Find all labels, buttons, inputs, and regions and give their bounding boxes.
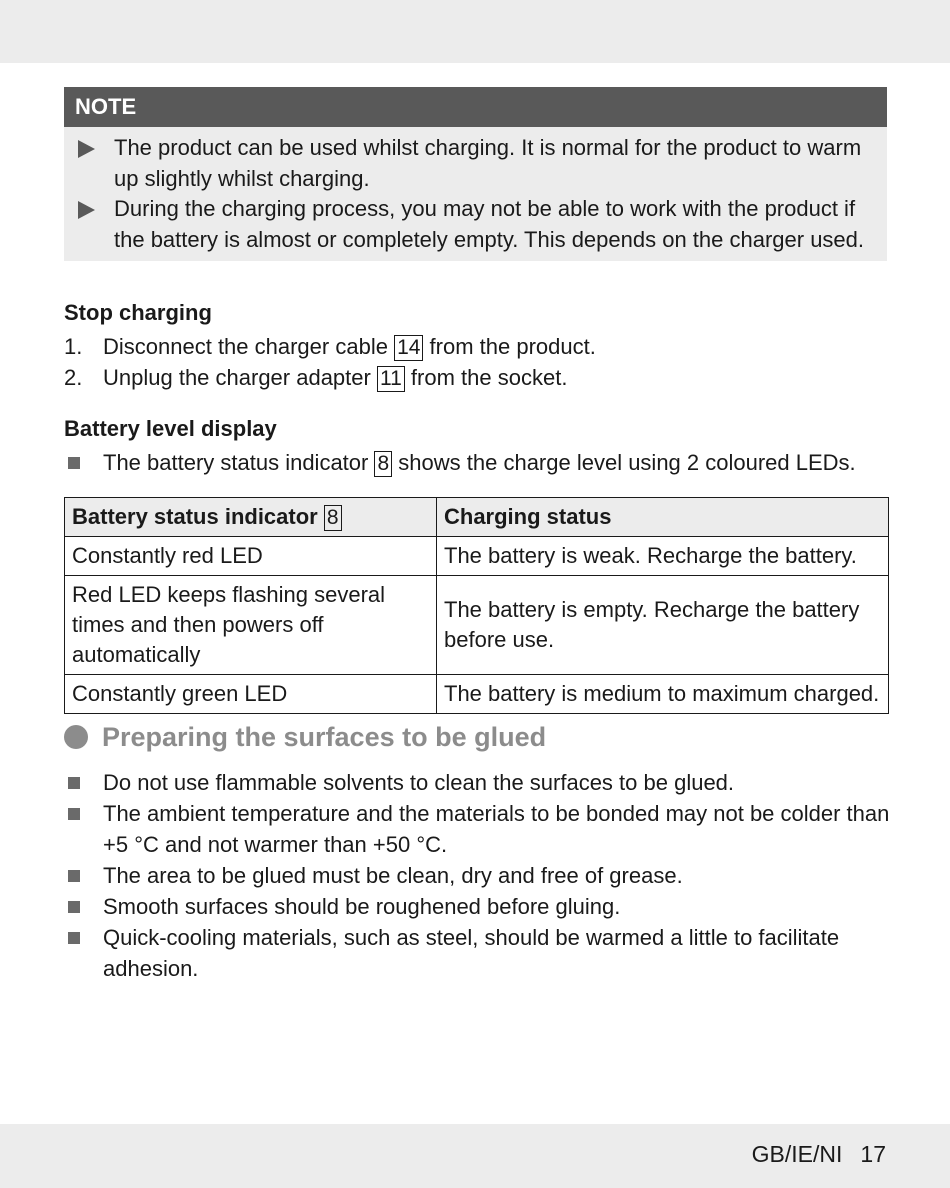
note-box [64,87,887,261]
battery-level-heading: Battery level display [64,416,277,441]
list-item: The ambient temperature and the materials to be bonded may not be colder than +5 °C and not warmer than +50 °C. [64,798,890,860]
reference-number-box: 8 [324,505,342,531]
note-item: The product can be used whilst charging. It is normal for the product to warm up slightly whilst charging. [78,133,867,194]
table-cell: Constantly red LED [65,537,437,576]
stop-charging-heading: Stop charging [64,300,212,325]
triangle-bullet-icon [78,201,95,219]
list-item: The area to be glued must be clean, dry and free of grease. [64,860,890,891]
list-item: 1. Disconnect the charger cable 14 from the product. [64,334,596,359]
note-heading: NOTE [64,87,887,127]
table-row [65,537,889,576]
reference-number-box: 11 [377,366,405,392]
battery-status-table [64,497,889,714]
triangle-bullet-icon [78,140,95,158]
section-title: Preparing the surfaces to be glued [64,722,546,753]
list-item: Smooth surfaces should be roughened before gluing. [64,891,890,922]
table-header-cell: Battery status indicator 8 [65,498,437,537]
reference-number-box: 8 [374,451,392,477]
table-header-cell: Charging status [437,498,889,537]
table-header-row [65,498,889,537]
note-item: During the charging process, you may not be able to work with the product if the battery is almost or completely empty. This depends on the charger used. [78,194,867,255]
table-cell: The battery is medium to maximum charged. [437,675,889,714]
circle-bullet-icon [64,725,88,749]
reference-number-box: 14 [394,335,423,361]
table-cell: Constantly green LED [65,675,437,714]
table-row [65,576,889,675]
region-label: GB/IE/NI [751,1141,843,1167]
square-bullet-icon [68,901,80,913]
list-item: 2. Unplug the charger adapter 11 from the socket. [64,365,568,390]
square-bullet-icon [68,777,80,789]
square-bullet-icon [68,870,80,882]
square-bullet-icon [68,808,80,820]
table-row [65,675,889,714]
top-band [0,0,950,63]
stop-charging-steps [64,331,596,393]
page-number: 17 [860,1141,886,1167]
table-cell: The battery is weak. Recharge the battery. [437,537,889,576]
square-bullet-icon [68,457,80,469]
list-item: Quick-cooling materials, such as steel, should be warmed a little to facilitate adhesion. [64,922,890,984]
list-item: The battery status indicator 8 shows the charge level using 2 coloured LEDs. [64,447,894,478]
list-item: Do not use flammable solvents to clean the surfaces to be glued. [64,767,890,798]
page-footer [752,1141,886,1168]
battery-level-list [64,447,894,478]
square-bullet-icon [68,932,80,944]
table-cell: The battery is empty. Recharge the battery before use. [437,576,889,675]
preparing-list [64,767,890,984]
table-cell: Red LED keeps flashing several times and then powers off automatically [65,576,437,675]
